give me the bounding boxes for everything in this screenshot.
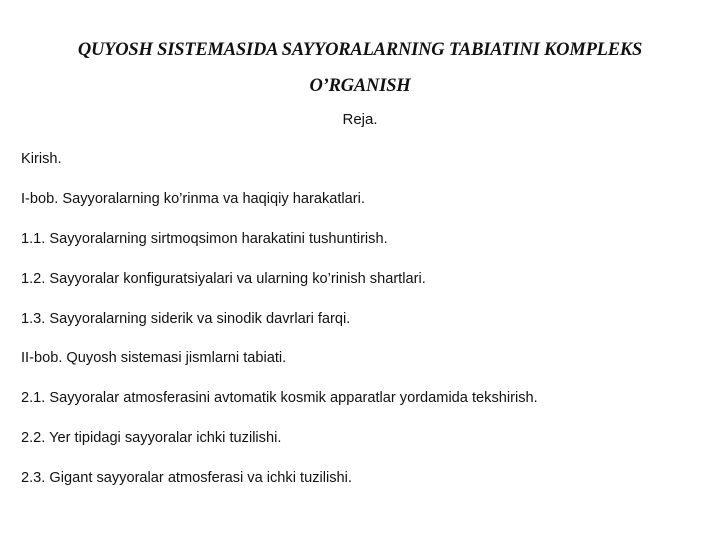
outline-item-chapter-2: II-bob. Quyosh sistemasi jismlarni tabiati.: [21, 350, 287, 366]
title-line-2: O’RGANISH: [309, 76, 411, 96]
outline-item-chapter-1: I-bob. Sayyoralarning ko’rinma va haqiqiy harakatlari.: [21, 191, 365, 207]
outline-item-2-3: 2.3. Gigant sayyoralar atmosferasi va ichki tuzilishi.: [21, 470, 352, 486]
outline-item-intro: Kirish.: [21, 151, 62, 167]
outline-item-1-2: 1.2. Sayyoralar konfiguratsiyalari va ularning ko’rinish shartlari.: [21, 271, 426, 287]
outline-item-2-1: 2.1. Sayyoralar atmosferasini avtomatik kosmik apparatlar yordamida tekshirish.: [21, 390, 538, 406]
outline-item-1-3: 1.3. Sayyoralarning siderik va sinodik davrlari farqi.: [21, 311, 351, 327]
outline-item-1-1: 1.1. Sayyoralarning sirtmoqsimon harakatini tushuntirish.: [21, 231, 388, 247]
plan-heading: Reja.: [342, 111, 378, 128]
title-line-1: QUYOSH SISTEMASIDA SAYYORALARNING TABIATINI KOMPLEKS: [77, 40, 643, 60]
outline-item-2-2: 2.2. Yer tipidagi sayyoralar ichki tuzilishi.: [21, 430, 282, 446]
